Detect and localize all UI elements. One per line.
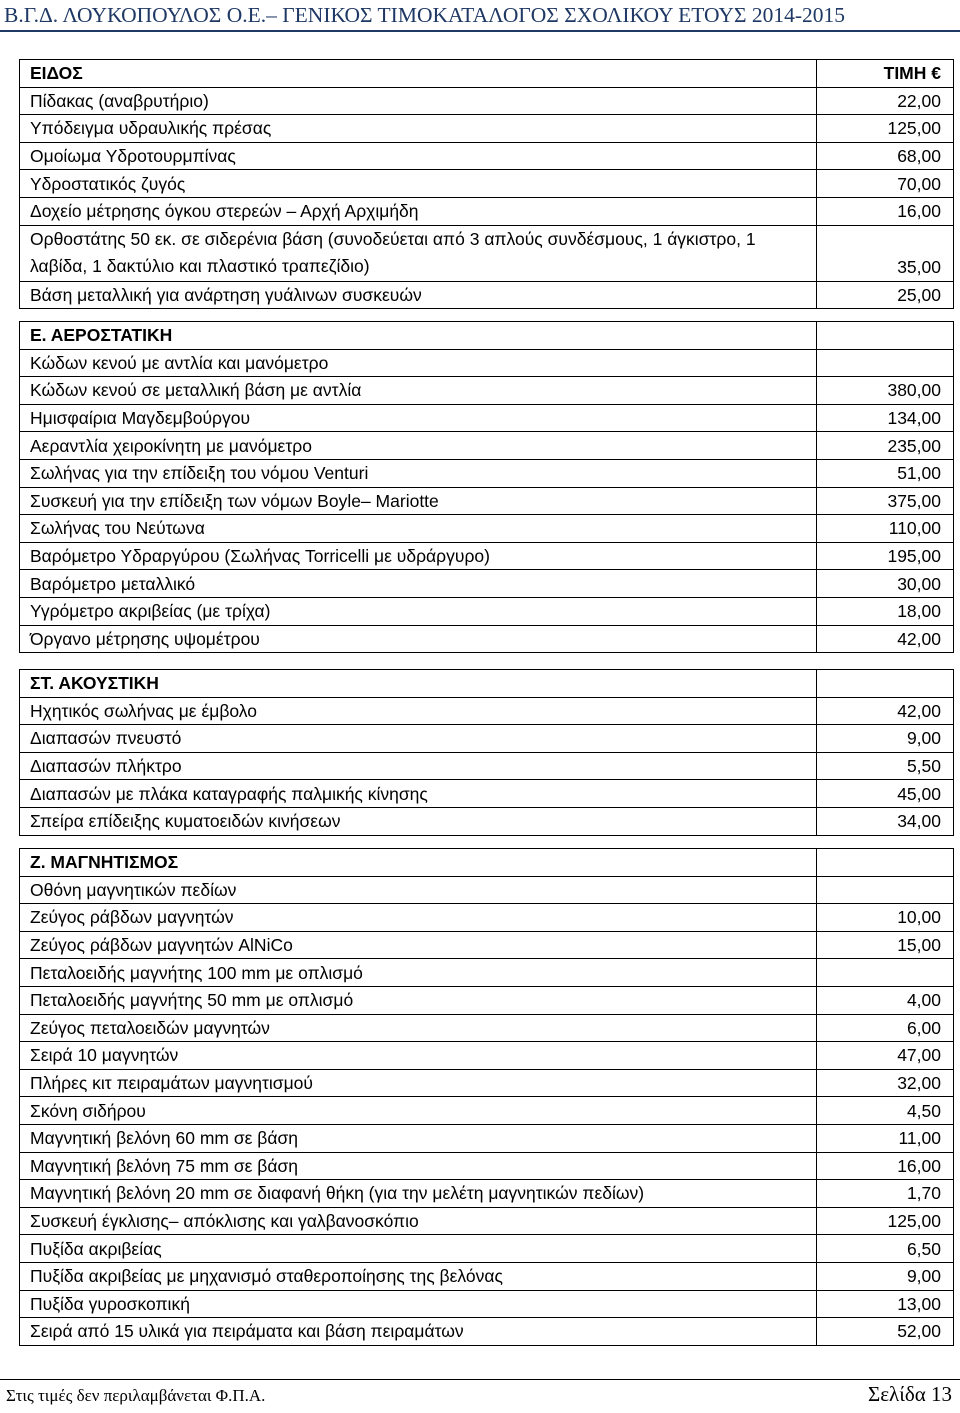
- section-heading-row: [20, 322, 954, 350]
- table-row: [20, 197, 954, 225]
- item-price: 15,00: [817, 931, 954, 959]
- item-price: 13,00: [817, 1290, 954, 1318]
- item-price: 9,00: [817, 1262, 954, 1290]
- table-row: [20, 115, 954, 143]
- item-name: Ομοίωμα Υδροτουρμπίνας: [20, 142, 817, 170]
- table-row: [20, 570, 954, 598]
- item-price: 235,00: [817, 432, 954, 460]
- table-row: [20, 1124, 954, 1152]
- item-name: Ζεύγος ράβδων μαγνητών: [20, 904, 817, 932]
- item-price: 32,00: [817, 1069, 954, 1097]
- table-row: [20, 697, 954, 725]
- item-name: Πεταλοειδής μαγνήτης 50 mm με οπλισμό: [20, 986, 817, 1014]
- item-name: Ζεύγος ράβδων μαγνητών AlNiCo: [20, 931, 817, 959]
- item-price: 42,00: [817, 625, 954, 653]
- item-name: Συσκευή έγκλισης– απόκλισης και γαλβανοσκόπιο: [20, 1207, 817, 1235]
- item-name: Διαπασών πνευστό: [20, 725, 817, 753]
- item-name: Σειρά από 15 υλικά για πειράματα και βάση πειραμάτων: [20, 1318, 817, 1346]
- item-name: Δοχείο μέτρησης όγκου στερεών – Αρχή Αρχιμήδη: [20, 197, 817, 225]
- section-heading-price: [817, 670, 954, 698]
- section-heading: Ζ. ΜΑΓΝΗΤΙΣΜΟΣ: [20, 849, 817, 877]
- item-price: 51,00: [817, 459, 954, 487]
- table-row: [20, 281, 954, 309]
- item-price: 70,00: [817, 170, 954, 198]
- item-name: Ημισφαίρια Μαγδεμβούργου: [20, 404, 817, 432]
- item-price: 18,00: [817, 597, 954, 625]
- item-name: Διαπασών με πλάκα καταγραφής παλμικής κίνησης: [20, 780, 817, 808]
- item-price: 6,00: [817, 1014, 954, 1042]
- table-row: [20, 542, 954, 570]
- table-row: [20, 931, 954, 959]
- item-price: 10,00: [817, 904, 954, 932]
- table-header-row: [20, 60, 954, 88]
- item-price: 110,00: [817, 515, 954, 543]
- item-price: 16,00: [817, 197, 954, 225]
- item-price: 6,50: [817, 1235, 954, 1263]
- item-price: 11,00: [817, 1124, 954, 1152]
- table-row: [20, 1318, 954, 1346]
- table-row: [20, 404, 954, 432]
- price-table-aerostatics: [19, 321, 954, 653]
- item-price: 52,00: [817, 1318, 954, 1346]
- item-name: Μαγνητική βελόνη 20 mm σε διαφανή θήκη (για την μελέτη μαγνητικών πεδίων): [20, 1180, 817, 1208]
- item-price: 35,00: [817, 225, 954, 281]
- table-row: [20, 459, 954, 487]
- header-rule: [0, 30, 960, 32]
- item-name: Βαρόμετρο μεταλλικό: [20, 570, 817, 598]
- document-header: Β.Γ.Δ. ΛΟΥΚΟΠΟΥΛΟΣ Ο.Ε.– ΓΕΝΙΚΟΣ ΤΙΜΟΚΑΤΑΛΟΓΟΣ ΣΧΟΛΙΚΟΥ ΕΤΟΥΣ 2014-2015: [4, 3, 845, 27]
- item-name: Πυξίδα ακριβείας με μηχανισμό σταθεροποίησης της βελόνας: [20, 1262, 817, 1290]
- item-price: 30,00: [817, 570, 954, 598]
- item-price: 195,00: [817, 542, 954, 570]
- item-price: 45,00: [817, 780, 954, 808]
- item-name: Πίδακας (αναβρυτήριο): [20, 87, 817, 115]
- item-name: Πυξίδα ακριβείας: [20, 1235, 817, 1263]
- column-header-price: ΤΙΜΗ €: [817, 60, 954, 88]
- item-name: Υγρόμετρο ακριβείας (με τρίχα): [20, 597, 817, 625]
- table-row: [20, 170, 954, 198]
- price-table-general: [19, 59, 954, 309]
- item-name: Σκόνη σιδήρου: [20, 1097, 817, 1125]
- table-row: [20, 1207, 954, 1235]
- item-price: 4,00: [817, 986, 954, 1014]
- item-price: 1,70: [817, 1180, 954, 1208]
- item-price: 125,00: [817, 115, 954, 143]
- section-heading-price: [817, 322, 954, 350]
- table-row: [20, 377, 954, 405]
- item-name: Όργανο μέτρησης υψομέτρου: [20, 625, 817, 653]
- item-price: 25,00: [817, 281, 954, 309]
- item-price: [817, 349, 954, 377]
- item-name: Σωλήνας για την επίδειξη του νόμου Venturi: [20, 459, 817, 487]
- item-name: Βαρόμετρο Υδραργύρου (Σωλήνας Torricelli με υδράργυρο): [20, 542, 817, 570]
- page-number: Σελίδα 13: [867, 1382, 952, 1406]
- footer-rule: [0, 1379, 960, 1380]
- item-price: 22,00: [817, 87, 954, 115]
- table-row: [20, 142, 954, 170]
- item-price: [817, 876, 954, 904]
- section-heading: ΣΤ. ΑΚΟΥΣΤΙΚΗ: [20, 670, 817, 698]
- item-name: Οθόνη μαγνητικών πεδίων: [20, 876, 817, 904]
- item-price: [817, 959, 954, 987]
- item-price: 380,00: [817, 377, 954, 405]
- column-header-item: ΕΙΔΟΣ: [20, 60, 817, 88]
- table-row: [20, 625, 954, 653]
- item-price: 125,00: [817, 1207, 954, 1235]
- item-price: 34,00: [817, 807, 954, 835]
- item-name: Διαπασών πλήκτρο: [20, 752, 817, 780]
- item-name: Σειρά 10 μαγνητών: [20, 1042, 817, 1070]
- table-row: [20, 1262, 954, 1290]
- item-price: 42,00: [817, 697, 954, 725]
- table-row: [20, 780, 954, 808]
- item-name: Κώδων κενού σε μεταλλική βάση με αντλία: [20, 377, 817, 405]
- item-name: Ζεύγος πεταλοειδών μαγνητών: [20, 1014, 817, 1042]
- item-price: 5,50: [817, 752, 954, 780]
- table-row: [20, 1235, 954, 1263]
- section-heading-row: [20, 670, 954, 698]
- item-name: Ηχητικός σωλήνας με έμβολο: [20, 697, 817, 725]
- table-row: [20, 87, 954, 115]
- item-name: Μαγνητική βελόνη 60 mm σε βάση: [20, 1124, 817, 1152]
- item-price: 16,00: [817, 1152, 954, 1180]
- table-row: [20, 725, 954, 753]
- table-row: [20, 349, 954, 377]
- table-row: [20, 1290, 954, 1318]
- table-row: [20, 904, 954, 932]
- table-row: [20, 1180, 954, 1208]
- item-price: 9,00: [817, 725, 954, 753]
- table-row: [20, 1097, 954, 1125]
- table-row: [20, 1152, 954, 1180]
- item-name: Πυξίδα γυροσκοπική: [20, 1290, 817, 1318]
- item-name: Βάση μεταλλική για ανάρτηση γυάλινων συσκευών: [20, 281, 817, 309]
- table-row: [20, 432, 954, 460]
- item-name: Σπείρα επίδειξης κυματοειδών κινήσεων: [20, 807, 817, 835]
- item-price: 4,50: [817, 1097, 954, 1125]
- item-name: Μαγνητική βελόνη 75 mm σε βάση: [20, 1152, 817, 1180]
- table-row: [20, 876, 954, 904]
- item-name: Υπόδειγμα υδραυλικής πρέσας: [20, 115, 817, 143]
- item-name: Πεταλοειδής μαγνήτης 100 mm με οπλισμό: [20, 959, 817, 987]
- item-name: Πλήρες κιτ πειραμάτων μαγνητισμού: [20, 1069, 817, 1097]
- table-row: [20, 1014, 954, 1042]
- price-table-magnetism: [19, 848, 954, 1346]
- item-price: 47,00: [817, 1042, 954, 1070]
- section-heading: Ε. ΑΕΡΟΣΤΑΤΙΚΗ: [20, 322, 817, 350]
- section-heading-row: [20, 849, 954, 877]
- item-name: Αεραντλία χειροκίνητη με μανόμετρο: [20, 432, 817, 460]
- item-name: Σωλήνας του Νεύτωνα: [20, 515, 817, 543]
- item-name: Ορθοστάτης 50 εκ. σε σιδερένια βάση (συνοδεύεται από 3 απλούς συνδέσμους, 1 άγκιστρο, 1 λαβίδα, 1 δακτύλιο και πλαστικό τραπεζίδιο): [20, 225, 817, 281]
- table-row: [20, 225, 954, 281]
- table-row: [20, 807, 954, 835]
- table-row: [20, 487, 954, 515]
- price-table-acoustics: [19, 669, 954, 836]
- section-heading-price: [817, 849, 954, 877]
- table-row: [20, 1042, 954, 1070]
- item-price: 68,00: [817, 142, 954, 170]
- table-row: [20, 1069, 954, 1097]
- table-row: [20, 597, 954, 625]
- item-name: Υδροστατικός ζυγός: [20, 170, 817, 198]
- table-row: [20, 515, 954, 543]
- item-name: Συσκευή για την επίδειξη των νόμων Boyle– Mariotte: [20, 487, 817, 515]
- item-price: 134,00: [817, 404, 954, 432]
- item-price: 375,00: [817, 487, 954, 515]
- table-row: [20, 986, 954, 1014]
- table-row: [20, 752, 954, 780]
- item-name: Κώδων κενού με αντλία και μανόμετρο: [20, 349, 817, 377]
- table-row: [20, 959, 954, 987]
- vat-note: Στις τιμές δεν περιλαμβάνεται Φ.Π.Α.: [6, 1386, 266, 1405]
